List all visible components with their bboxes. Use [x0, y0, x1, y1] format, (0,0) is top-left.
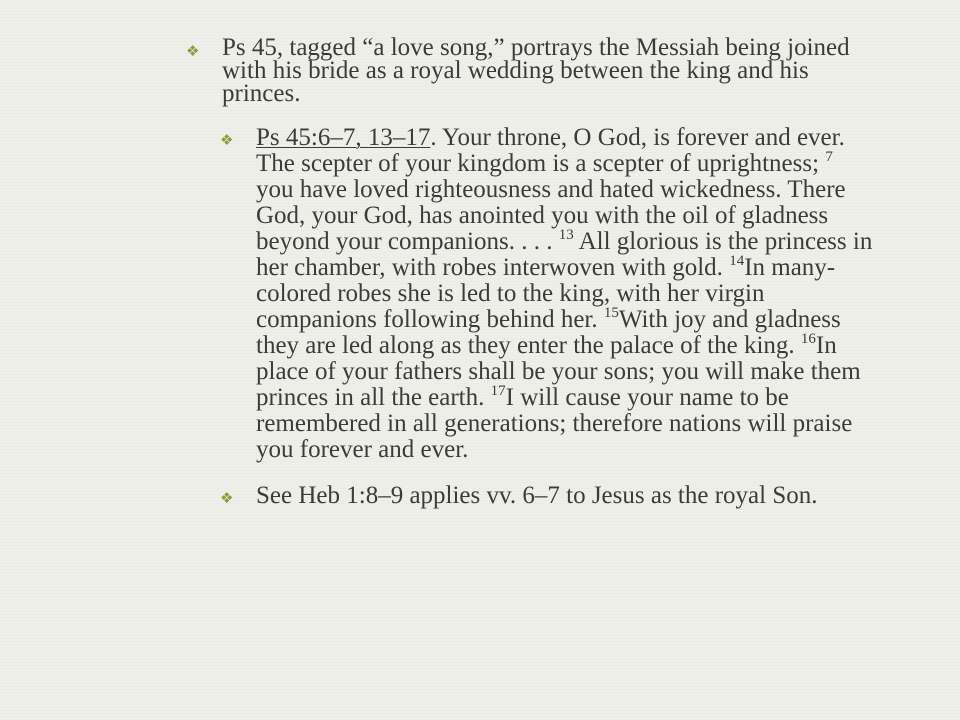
bullet-text: See Heb 1:8–9 applies vv. 6–7 to Jesus as the royal Son. — [256, 482, 818, 509]
bullet-point-psalm-quote — [220, 125, 916, 463]
quote-text: With joy and gladness they are led along as they enter the palace of the king. — [256, 306, 841, 359]
quote-text: In place of your fathers shall be your sons; you will make them princes in all the earth. — [256, 332, 861, 411]
diamond-fleur-icon: ❖ — [220, 131, 234, 149]
quote-text: I will cause your name to be remembered in all generations; therefore nations will praise you forever and ever. — [256, 384, 853, 463]
diamond-fleur-icon: ❖ — [220, 489, 234, 507]
bullet-point-hebrews — [220, 483, 916, 510]
verse-number: 7 — [825, 148, 833, 165]
quote-text: All glorious is the princess in her chamber, with robes interwoven with gold. — [256, 228, 873, 281]
quote-text: . Your throne, O God, is forever and ever. The scepter of your kingdom is a scepter of uprightness; — [256, 124, 845, 177]
verse-number: 16 — [800, 330, 816, 347]
verse-number: 15 — [603, 304, 619, 321]
bullet-text: Ps 45, tagged “a love song,” portrays the Messiah being joined with his bride as a royal wedding between the king and his princes. — [222, 34, 850, 107]
slide-content — [186, 36, 916, 510]
bullet-point-love-song — [186, 36, 916, 105]
verse-number: 17 — [490, 382, 506, 399]
verse-number: 14 — [729, 252, 745, 269]
quote-text: In many-colored robes she is led to the king, with her virgin companions following behind her. — [256, 254, 836, 333]
diamond-fleur-icon: ❖ — [186, 42, 200, 60]
verse-number: 13 — [558, 226, 574, 243]
psalm-quote-text — [256, 125, 876, 463]
quote-text: you have loved righteousness and hated wickedness. There God, your God, has anointed you with the oil of gladness beyond your companions. . . . — [256, 176, 846, 255]
scripture-reference-link[interactable]: Ps 45:6–7, 13–17 — [256, 124, 431, 151]
